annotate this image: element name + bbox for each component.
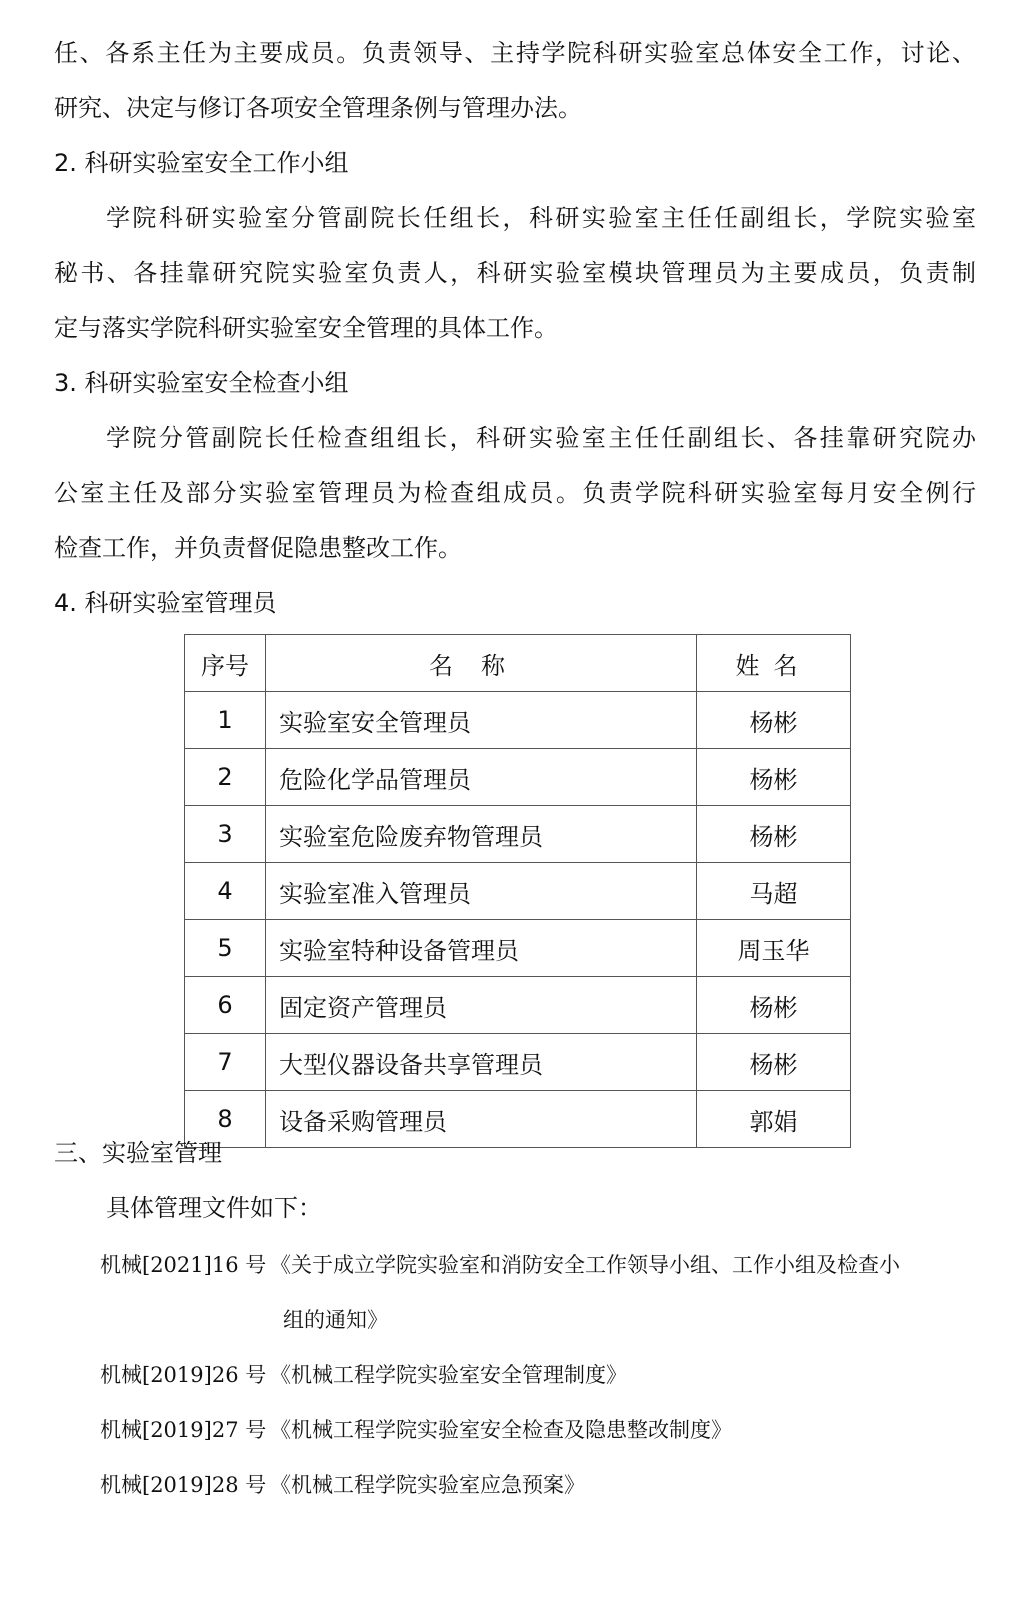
row-no: 1 <box>185 692 266 749</box>
row-person: 杨彬 <box>697 1034 851 1091</box>
section-2-line-3: 定与落实学院科研实验室安全管理的具体工作。 <box>54 314 558 342</box>
row-no: 6 <box>185 977 266 1034</box>
table-row <box>185 749 851 806</box>
row-role: 危险化学品管理员 <box>266 749 697 806</box>
table-row <box>185 692 851 749</box>
section-3-heading: 3. 科研实验室安全检查小组 <box>54 369 349 397</box>
row-role: 实验室特种设备管理员 <box>266 920 697 977</box>
doc-title: 《机械工程学院实验室安全管理制度》 <box>270 1363 627 1387</box>
intro-line-1: 任、各系主任为主要成员。负责领导、主持学院科研实验室总体安全工作，讨论、 <box>54 39 976 67</box>
row-role: 固定资产管理员 <box>266 977 697 1034</box>
row-person: 杨彬 <box>697 692 851 749</box>
section-2-line-1: 学院科研实验室分管副院长任组长，科研实验室主任任副组长，学院实验室 <box>106 204 976 232</box>
section-4-heading: 4. 科研实验室管理员 <box>54 589 277 617</box>
section-2-line-2: 秘书、各挂靠研究院实验室负责人，科研实验室模块管理员为主要成员，负责制 <box>54 259 976 287</box>
doc-title-continued: 组的通知》 <box>283 1308 388 1332</box>
table-row <box>185 863 851 920</box>
section-2-heading: 2. 科研实验室安全工作小组 <box>54 149 349 177</box>
header-no: 序号 <box>185 635 266 692</box>
doc-code: 机械[2021]16 号 <box>100 1253 267 1277</box>
row-no: 8 <box>185 1091 266 1148</box>
row-role: 设备采购管理员 <box>266 1091 697 1148</box>
row-person: 郭娟 <box>697 1091 851 1148</box>
row-role: 实验室准入管理员 <box>266 863 697 920</box>
section-3-line-2: 公室主任及部分实验室管理员为检查组成员。负责学院科研实验室每月安全例行 <box>54 479 976 507</box>
row-person: 杨彬 <box>697 749 851 806</box>
row-role: 大型仪器设备共享管理员 <box>266 1034 697 1091</box>
row-person: 周玉华 <box>697 920 851 977</box>
row-no: 2 <box>185 749 266 806</box>
row-no: 7 <box>185 1034 266 1091</box>
table-row <box>185 920 851 977</box>
header-role: 名称 <box>266 635 697 692</box>
doc-title: 《机械工程学院实验室安全检查及隐患整改制度》 <box>270 1418 732 1442</box>
table-row <box>185 977 851 1034</box>
row-person: 杨彬 <box>697 806 851 863</box>
row-role: 实验室安全管理员 <box>266 692 697 749</box>
doc-title: 《机械工程学院实验室应急预案》 <box>270 1473 585 1497</box>
chapter-3-intro: 具体管理文件如下： <box>106 1194 322 1222</box>
row-role: 实验室危险废弃物管理员 <box>266 806 697 863</box>
doc-code: 机械[2019]27 号 <box>100 1418 267 1442</box>
intro-line-2: 研究、决定与修订各项安全管理条例与管理办法。 <box>54 94 582 122</box>
table-row <box>185 1091 851 1148</box>
table-row <box>185 806 851 863</box>
table-header-row <box>185 635 851 692</box>
doc-title: 《关于成立学院实验室和消防安全工作领导小组、工作小组及检查小 <box>270 1253 900 1277</box>
section-3-line-1: 学院分管副院长任检查组组长，科研实验室主任任副组长、各挂靠研究院办 <box>106 424 976 452</box>
row-person: 杨彬 <box>697 977 851 1034</box>
header-person: 姓名 <box>697 635 851 692</box>
row-person: 马超 <box>697 863 851 920</box>
section-3-line-3: 检查工作，并负责督促隐患整改工作。 <box>54 534 462 562</box>
table-row <box>185 1034 851 1091</box>
row-no: 5 <box>185 920 266 977</box>
row-no: 3 <box>185 806 266 863</box>
chapter-3-heading: 三、实验室管理 <box>54 1139 222 1167</box>
lab-manager-table <box>184 634 851 1148</box>
row-no: 4 <box>185 863 266 920</box>
doc-code: 机械[2019]26 号 <box>100 1363 267 1387</box>
doc-code: 机械[2019]28 号 <box>100 1473 267 1497</box>
